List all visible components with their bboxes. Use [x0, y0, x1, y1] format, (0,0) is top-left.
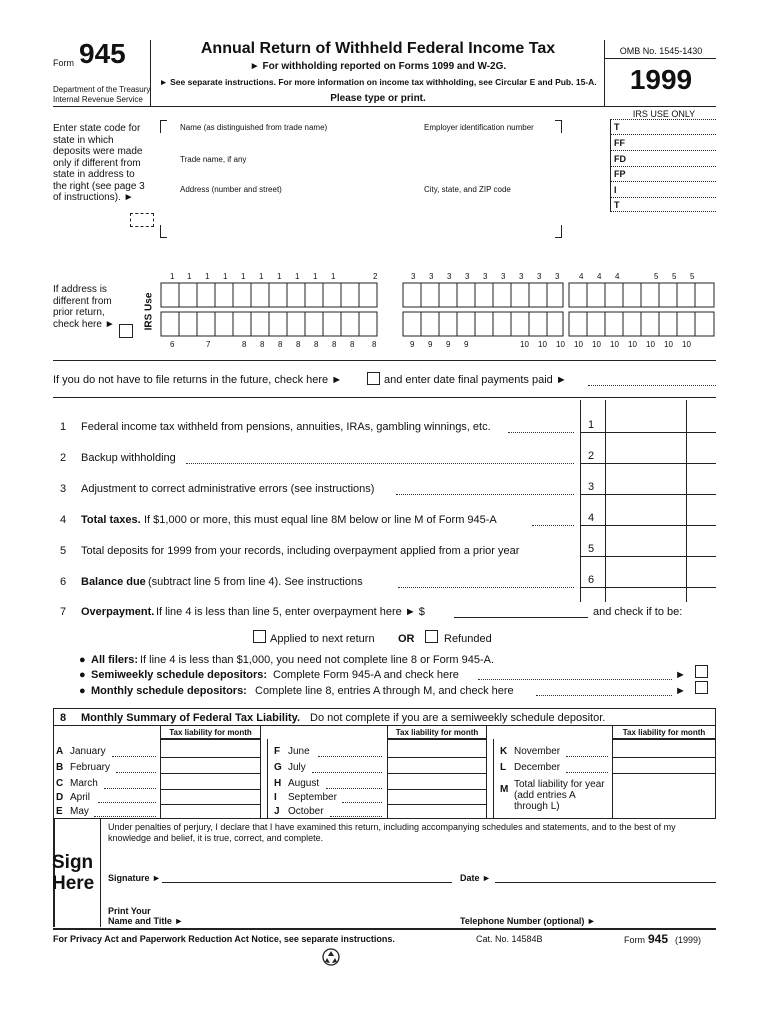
form-subtitle-1: ► For withholding reported on Forms 1099 and W-2G. — [249, 61, 507, 72]
refunded-checkbox[interactable] — [425, 630, 438, 643]
col-head-2: Tax liability for month — [387, 725, 487, 739]
april-liability-field[interactable] — [161, 790, 260, 803]
semiweekly-depositor-checkbox[interactable] — [695, 665, 708, 678]
city-state-zip-field[interactable] — [420, 196, 550, 218]
form-title: Annual Return of Withheld Federal Income Tax — [200, 40, 556, 57]
apply-to-next-return-checkbox[interactable] — [253, 630, 266, 643]
address-change-checkbox[interactable] — [119, 324, 133, 338]
apply-to-next-return-label: Applied to next return — [270, 633, 375, 645]
irs-use-vertical-label: IRS Use — [143, 292, 155, 331]
august-liability-field[interactable] — [388, 774, 486, 788]
january-liability-field[interactable] — [161, 742, 260, 756]
footer-year: (1999) — [675, 935, 702, 945]
ein-label: Employer identification number — [424, 123, 534, 132]
name-label: Name (as distinguished from trade name) — [180, 123, 328, 132]
col-head-1: Tax liability for month — [160, 725, 261, 739]
november-liability-field[interactable] — [613, 742, 715, 756]
print-name-title-field[interactable] — [190, 908, 450, 924]
line-1-amount-field[interactable] — [606, 404, 716, 431]
footer-form-number: 945 — [648, 932, 669, 946]
future-returns-text: If you do not have to file returns in the future, check here ► — [53, 374, 343, 386]
name-field[interactable] — [175, 135, 415, 153]
irs-use-grid — [160, 282, 716, 338]
final-payment-date-text: and enter date final payments paid ► — [384, 374, 567, 386]
overpayment-amount-field[interactable] — [454, 617, 588, 618]
date-label: Date ► — [460, 873, 491, 883]
september-liability-field[interactable] — [388, 790, 486, 803]
line-5-amount-field[interactable] — [606, 528, 716, 555]
form-number: 945 — [79, 38, 126, 69]
february-liability-field[interactable] — [161, 758, 260, 772]
print-name-label-2: Name and Title ► — [108, 916, 184, 926]
perjury-statement: Under penalties of perjury, I declare that I have examined this return, including accompanying schedules and statements, and to the best of my knowledge and belief, it is true, correct, and complete. — [108, 822, 676, 843]
service-name: Internal Revenue Service — [53, 95, 143, 104]
may-liability-field[interactable] — [161, 805, 260, 818]
omb-number: OMB No. 1545-1430 — [619, 46, 703, 56]
line-2-amount-field[interactable] — [606, 435, 716, 462]
trade-name-field[interactable] — [175, 166, 550, 184]
signature-label: Signature ► — [108, 873, 161, 883]
october-liability-field[interactable] — [388, 805, 486, 818]
final-payment-date-field[interactable] — [588, 385, 716, 386]
catalog-number: Cat. No. 14584B — [476, 934, 543, 944]
total-liability-field[interactable] — [613, 776, 715, 818]
date-field[interactable] — [495, 882, 716, 883]
privacy-notice: For Privacy Act and Paperwork Reduction Act Notice, see separate instructions. — [53, 934, 395, 944]
march-liability-field[interactable] — [161, 774, 260, 788]
telephone-field[interactable] — [600, 908, 716, 924]
state-code-field[interactable] — [130, 213, 154, 227]
line-3-amount-field[interactable] — [606, 466, 716, 493]
department-name: Department of the Treasury — [53, 85, 151, 94]
june-liability-field[interactable] — [388, 742, 486, 756]
footer-form-word: Form — [624, 935, 645, 945]
recycle-icon — [322, 948, 340, 966]
here-label: Here — [52, 873, 95, 894]
line-6-amount-field[interactable] — [606, 559, 716, 586]
or-label: OR — [398, 633, 415, 645]
state-code-instructions: Enter state code for state in which deposits were made only if different from state in address to the right (see page 3 of instructions). ► — [53, 123, 145, 203]
form-subtitle-2: ► See separate instructions. For more information on income tax withholding, see Circular E and Pub. 15-A. — [159, 77, 597, 87]
tax-year: 1999 — [629, 64, 693, 95]
trade-name-label: Trade name, if any — [180, 155, 247, 164]
line-4-amount-field[interactable] — [606, 497, 716, 524]
city-state-zip-label: City, state, and ZIP code — [424, 185, 511, 194]
ein-field[interactable] — [420, 135, 550, 153]
print-name-label-1: Print Your — [108, 906, 151, 916]
monthly-depositor-checkbox[interactable] — [695, 681, 708, 694]
total-liability-text: Total liability for year (add entries A through L) — [514, 779, 605, 812]
col-head-3: Tax liability for month — [612, 725, 716, 739]
address-label: Address (number and street) — [180, 185, 282, 194]
sign-label: Sign — [52, 852, 94, 873]
signature-field[interactable] — [162, 882, 452, 883]
form-subtitle-3: Please type or print. — [330, 93, 426, 104]
form-word: Form — [53, 58, 74, 68]
address-change-note: If address is different from prior return, check here ► — [53, 284, 115, 330]
december-liability-field[interactable] — [613, 758, 715, 772]
address-field[interactable] — [175, 196, 415, 218]
refunded-label: Refunded — [444, 633, 492, 645]
july-liability-field[interactable] — [388, 758, 486, 772]
no-future-returns-checkbox[interactable] — [367, 372, 380, 385]
telephone-label: Telephone Number (optional) ► — [460, 916, 596, 926]
irs-use-only-title: IRS USE ONLY — [632, 109, 696, 119]
